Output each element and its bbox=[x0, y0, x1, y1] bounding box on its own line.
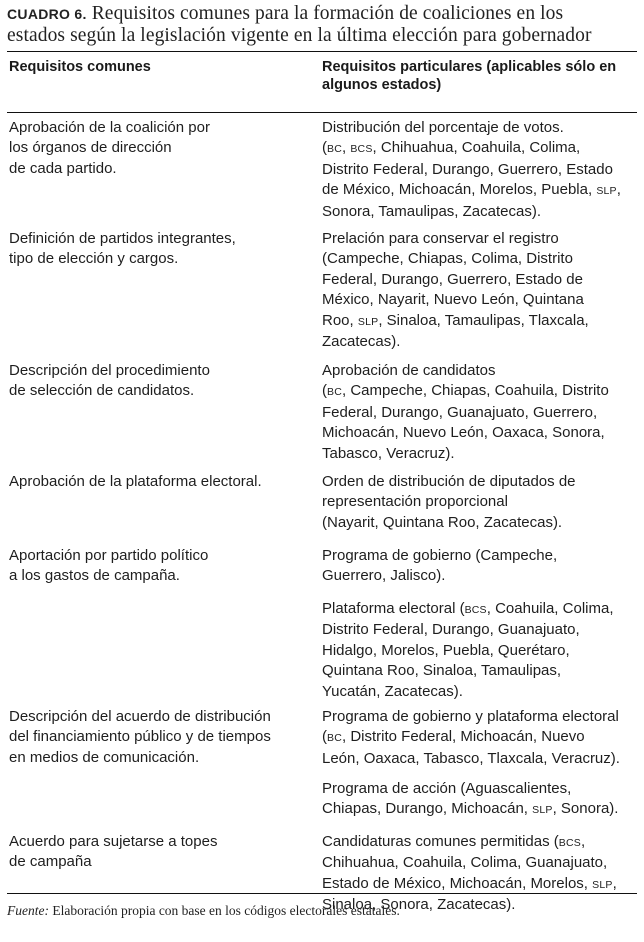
common-requirement-6: Descripción del acuerdo de distribución del financiamiento público y de tiempos en medios de comunicación. bbox=[9, 708, 271, 766]
caption-label: CUADRO 6. bbox=[7, 6, 87, 22]
caption-title-line-2: estados según la legislación vigente en la última elección para gobernador bbox=[7, 25, 592, 46]
table-caption bbox=[7, 3, 637, 46]
common-requirement-3: Descripción del procedimiento de selección de candidatos. bbox=[9, 362, 210, 400]
state-abbrev: SLP bbox=[532, 804, 553, 817]
state-abbrev: BC bbox=[327, 386, 342, 399]
state-abbrev: BC bbox=[327, 732, 342, 745]
common-requirement-4: Aprobación de la plataforma electoral. bbox=[9, 473, 262, 490]
header-particular-line-1: Requisitos particulares (aplicables sólo en bbox=[322, 59, 617, 75]
header-particular-requirements bbox=[322, 58, 632, 94]
common-requirement-5: Aportación por partido político a los gastos de campaña. bbox=[9, 547, 209, 585]
state-abbrev: SLP bbox=[592, 878, 613, 891]
state-abbrev: SLP bbox=[596, 185, 617, 198]
source-label: Fuente: bbox=[7, 903, 49, 918]
table-top-rule bbox=[7, 51, 637, 52]
state-abbrev: BCS bbox=[350, 143, 373, 156]
particular-requirement-1: Distribución del porcentaje de votos. (BC, BCS, Chihuahua, Coahuila, Colima, Distrito Federal, Durango, Guerrero, Estado de México, Michoacán, Morelos, Puebla, SLP, Sonora, Tamaulipas, Zacatecas). bbox=[322, 119, 621, 220]
particular-requirement-4: Orden de distribución de diputados de representación proporcional (Nayarit, Quintana Roo, Zacatecas). bbox=[322, 473, 576, 531]
particular-requirement-9: Candidaturas comunes permitidas (BCS, Chihuahua, Coahuila, Colima, Guanajuato, Estado de México, Michoacán, Morelos, SLP, Sinaloa, Sonora, Zacatecas). bbox=[322, 833, 617, 914]
table-header-row bbox=[7, 58, 637, 106]
common-requirement-7: Acuerdo para sujetarse a topes de campaña bbox=[9, 833, 218, 871]
state-abbrev: BC bbox=[327, 143, 342, 156]
state-abbrev: BCS bbox=[558, 837, 581, 849]
particular-requirement-6: Plataforma electoral (BCS, Coahuila, Colima, Distrito Federal, Durango, Guanajuato, Hidalgo, Morelos, Puebla, Querétaro, Quintana Roo, Sinaloa, Tamaulipas, Yucatán, Zacatecas). bbox=[322, 600, 614, 700]
particular-requirement-3: Aprobación de candidatos (BC, Campeche, Chiapas, Coahuila, Distrito Federal, Durango, Guanajuato, Guerrero, Michoacán, Nuevo León, Oaxaca, Sonora, Tabasco, Veracruz). bbox=[322, 362, 609, 462]
source-text: Elaboración propia con base en los códigos electorales estatales. bbox=[48, 903, 400, 918]
state-abbrev: SLP bbox=[357, 315, 379, 328]
header-particular-line-2: algunos estados) bbox=[322, 77, 442, 93]
particular-requirement-7: Programa de gobierno y plataforma electoral (BC, Distrito Federal, Michoacán, Nuevo León, Oaxaca, Tabasco, Tlaxcala, Veracruz). bbox=[322, 708, 620, 767]
particular-requirement-5: Programa de gobierno (Campeche, Guerrero, Jalisco). bbox=[322, 547, 558, 585]
particular-requirement-2: Prelación para conservar el registro (Campeche, Chiapas, Colima, Distrito Federal, Durango, Guerrero, Estado de México, Nayarit, Nuevo León, Quintana Roo, SLP, Sinaloa, Tamaulipas, Tlaxcala, Zacatecas). bbox=[322, 230, 589, 351]
state-abbrev: BCS bbox=[464, 604, 487, 616]
particular-requirement-8: Programa de acción (Aguascalientes, Chiapas, Durango, Michoacán, SLP, Sonora). bbox=[322, 780, 619, 818]
header-common-requirements: Requisitos comunes bbox=[9, 59, 151, 75]
document-page bbox=[7, 0, 637, 919]
common-requirement-2: Definición de partidos integrantes, tipo de elección y cargos. bbox=[9, 230, 236, 268]
caption-title-line-1: Requisitos comunes para la formación de coaliciones en los bbox=[91, 3, 564, 24]
common-requirement-1: Aprobación de la coalición por los órganos de dirección de cada partido. bbox=[9, 119, 210, 177]
